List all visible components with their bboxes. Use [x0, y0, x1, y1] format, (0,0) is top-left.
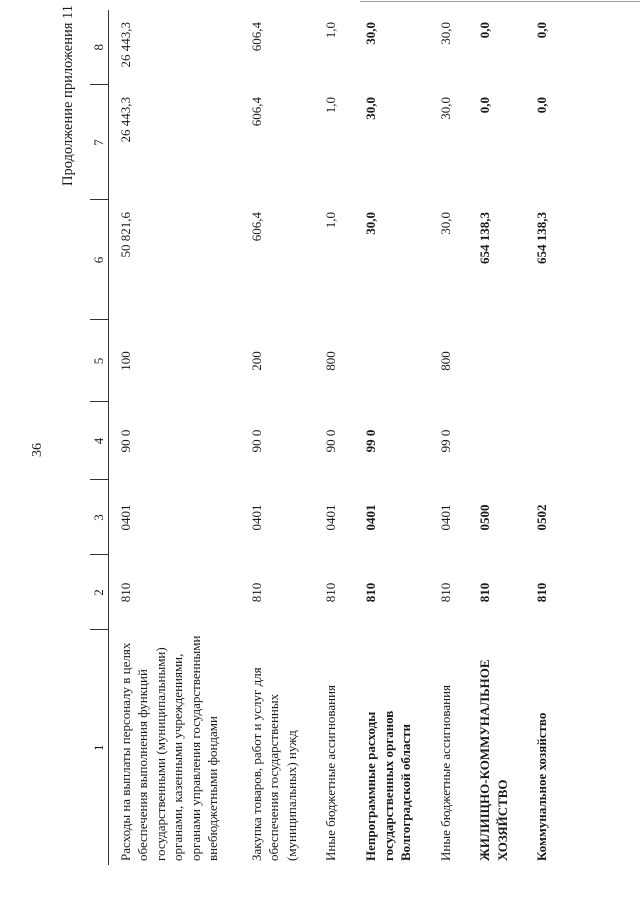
row-amount-col8: 606,4	[248, 22, 264, 52]
row-amount-col7: 30,0	[363, 97, 379, 120]
row-section-code: 0401	[437, 504, 453, 531]
col-header: 2	[90, 555, 108, 630]
row-section-code: 0401	[248, 504, 264, 531]
row-ministry-code: 810	[117, 582, 133, 603]
row-ministry-code: 810	[477, 582, 493, 603]
table-row	[429, 10, 469, 865]
row-amount-col8: 26 443,3	[117, 22, 133, 68]
table-row	[314, 10, 354, 865]
row-article-code: 99 0	[437, 429, 453, 453]
col-header: 7	[90, 85, 108, 200]
row-amount-col8: 30,0	[437, 22, 453, 45]
row-article-code: 99 0	[363, 429, 379, 453]
table-row	[108, 10, 240, 865]
row-name: Иные бюджетные ассигнования	[323, 684, 339, 861]
table-row	[468, 10, 525, 865]
row-expense-type: 800	[437, 351, 453, 371]
table-header-row	[90, 10, 108, 865]
row-expense-type	[354, 320, 429, 402]
row-name: ЖИЛИЩНО-КОММУНАЛЬНОЕ ХОЗЯЙСТВО	[477, 659, 510, 861]
row-amount-col8: 0,0	[477, 22, 493, 39]
row-name: Закупка товаров, работ и услуг для обеспечения государственных (муниципальных) нужд	[248, 667, 299, 861]
row-article-code: 90 0	[117, 429, 133, 453]
row-name: Расходы на выплаты персоналу в целях обеспечения выполнения функций государственными (муниципальными) органами, казенными учреждениями, органами управления государственными внебюджетными фондами	[117, 635, 221, 861]
table-row	[354, 10, 429, 865]
row-amount-col6: 654 138,3	[534, 212, 550, 264]
row-name: Коммунальное хозяйство	[534, 712, 550, 861]
row-amount-col6: 50 821,6	[117, 212, 133, 258]
row-article-code	[468, 402, 525, 480]
row-expense-type: 800	[323, 351, 339, 371]
row-amount-col6: 606,4	[248, 212, 264, 242]
row-article-code	[525, 402, 565, 480]
row-amount-col6: 30,0	[437, 212, 453, 235]
row-ministry-code: 810	[437, 582, 453, 603]
col-header: 8	[90, 10, 108, 85]
row-amount-col7: 26 443,3	[117, 97, 133, 143]
row-expense-type	[525, 320, 565, 402]
row-amount-col6: 654 138,3	[477, 212, 493, 264]
row-name: Иные бюджетные ассигнования	[437, 684, 453, 861]
row-section-code: 0500	[477, 504, 493, 531]
row-expense-type: 100	[117, 351, 133, 371]
row-amount-col7: 606,4	[248, 97, 264, 127]
row-ministry-code: 810	[248, 582, 264, 603]
row-name: Непрограммные расходы государственных органов Волгоградской области	[363, 710, 414, 861]
row-ministry-code: 810	[363, 582, 379, 603]
row-amount-col6: 1,0	[323, 212, 339, 229]
row-section-code: 0401	[323, 504, 339, 531]
col-header: 5	[90, 320, 108, 402]
col-header: 6	[90, 200, 108, 320]
row-amount-col7: 0,0	[534, 97, 550, 114]
col-header: 4	[90, 402, 108, 480]
col-header: 1	[90, 630, 108, 865]
row-section-code: 0401	[117, 504, 133, 531]
row-amount-col6: 30,0	[363, 212, 379, 235]
row-ministry-code: 810	[534, 582, 550, 603]
table-row	[525, 10, 565, 865]
row-expense-type	[468, 320, 525, 402]
row-amount-col7: 30,0	[437, 97, 453, 120]
col-header: 3	[90, 480, 108, 555]
budget-table	[90, 10, 565, 865]
page-number: 36	[30, 443, 45, 457]
row-ministry-code: 810	[323, 582, 339, 603]
row-expense-type: 200	[248, 351, 264, 371]
row-article-code: 90 0	[248, 429, 264, 453]
continuation-title: Продолжение приложения 11	[60, 5, 76, 187]
table-row	[240, 10, 315, 865]
row-amount-col7: 0,0	[477, 97, 493, 114]
row-amount-col8: 30,0	[363, 22, 379, 45]
row-article-code: 90 0	[323, 429, 339, 453]
row-amount-col7: 1,0	[323, 97, 339, 114]
row-amount-col8: 0,0	[534, 22, 550, 39]
row-section-code: 0502	[534, 504, 550, 531]
row-amount-col8: 1,0	[323, 22, 339, 39]
row-section-code: 0401	[363, 504, 379, 531]
